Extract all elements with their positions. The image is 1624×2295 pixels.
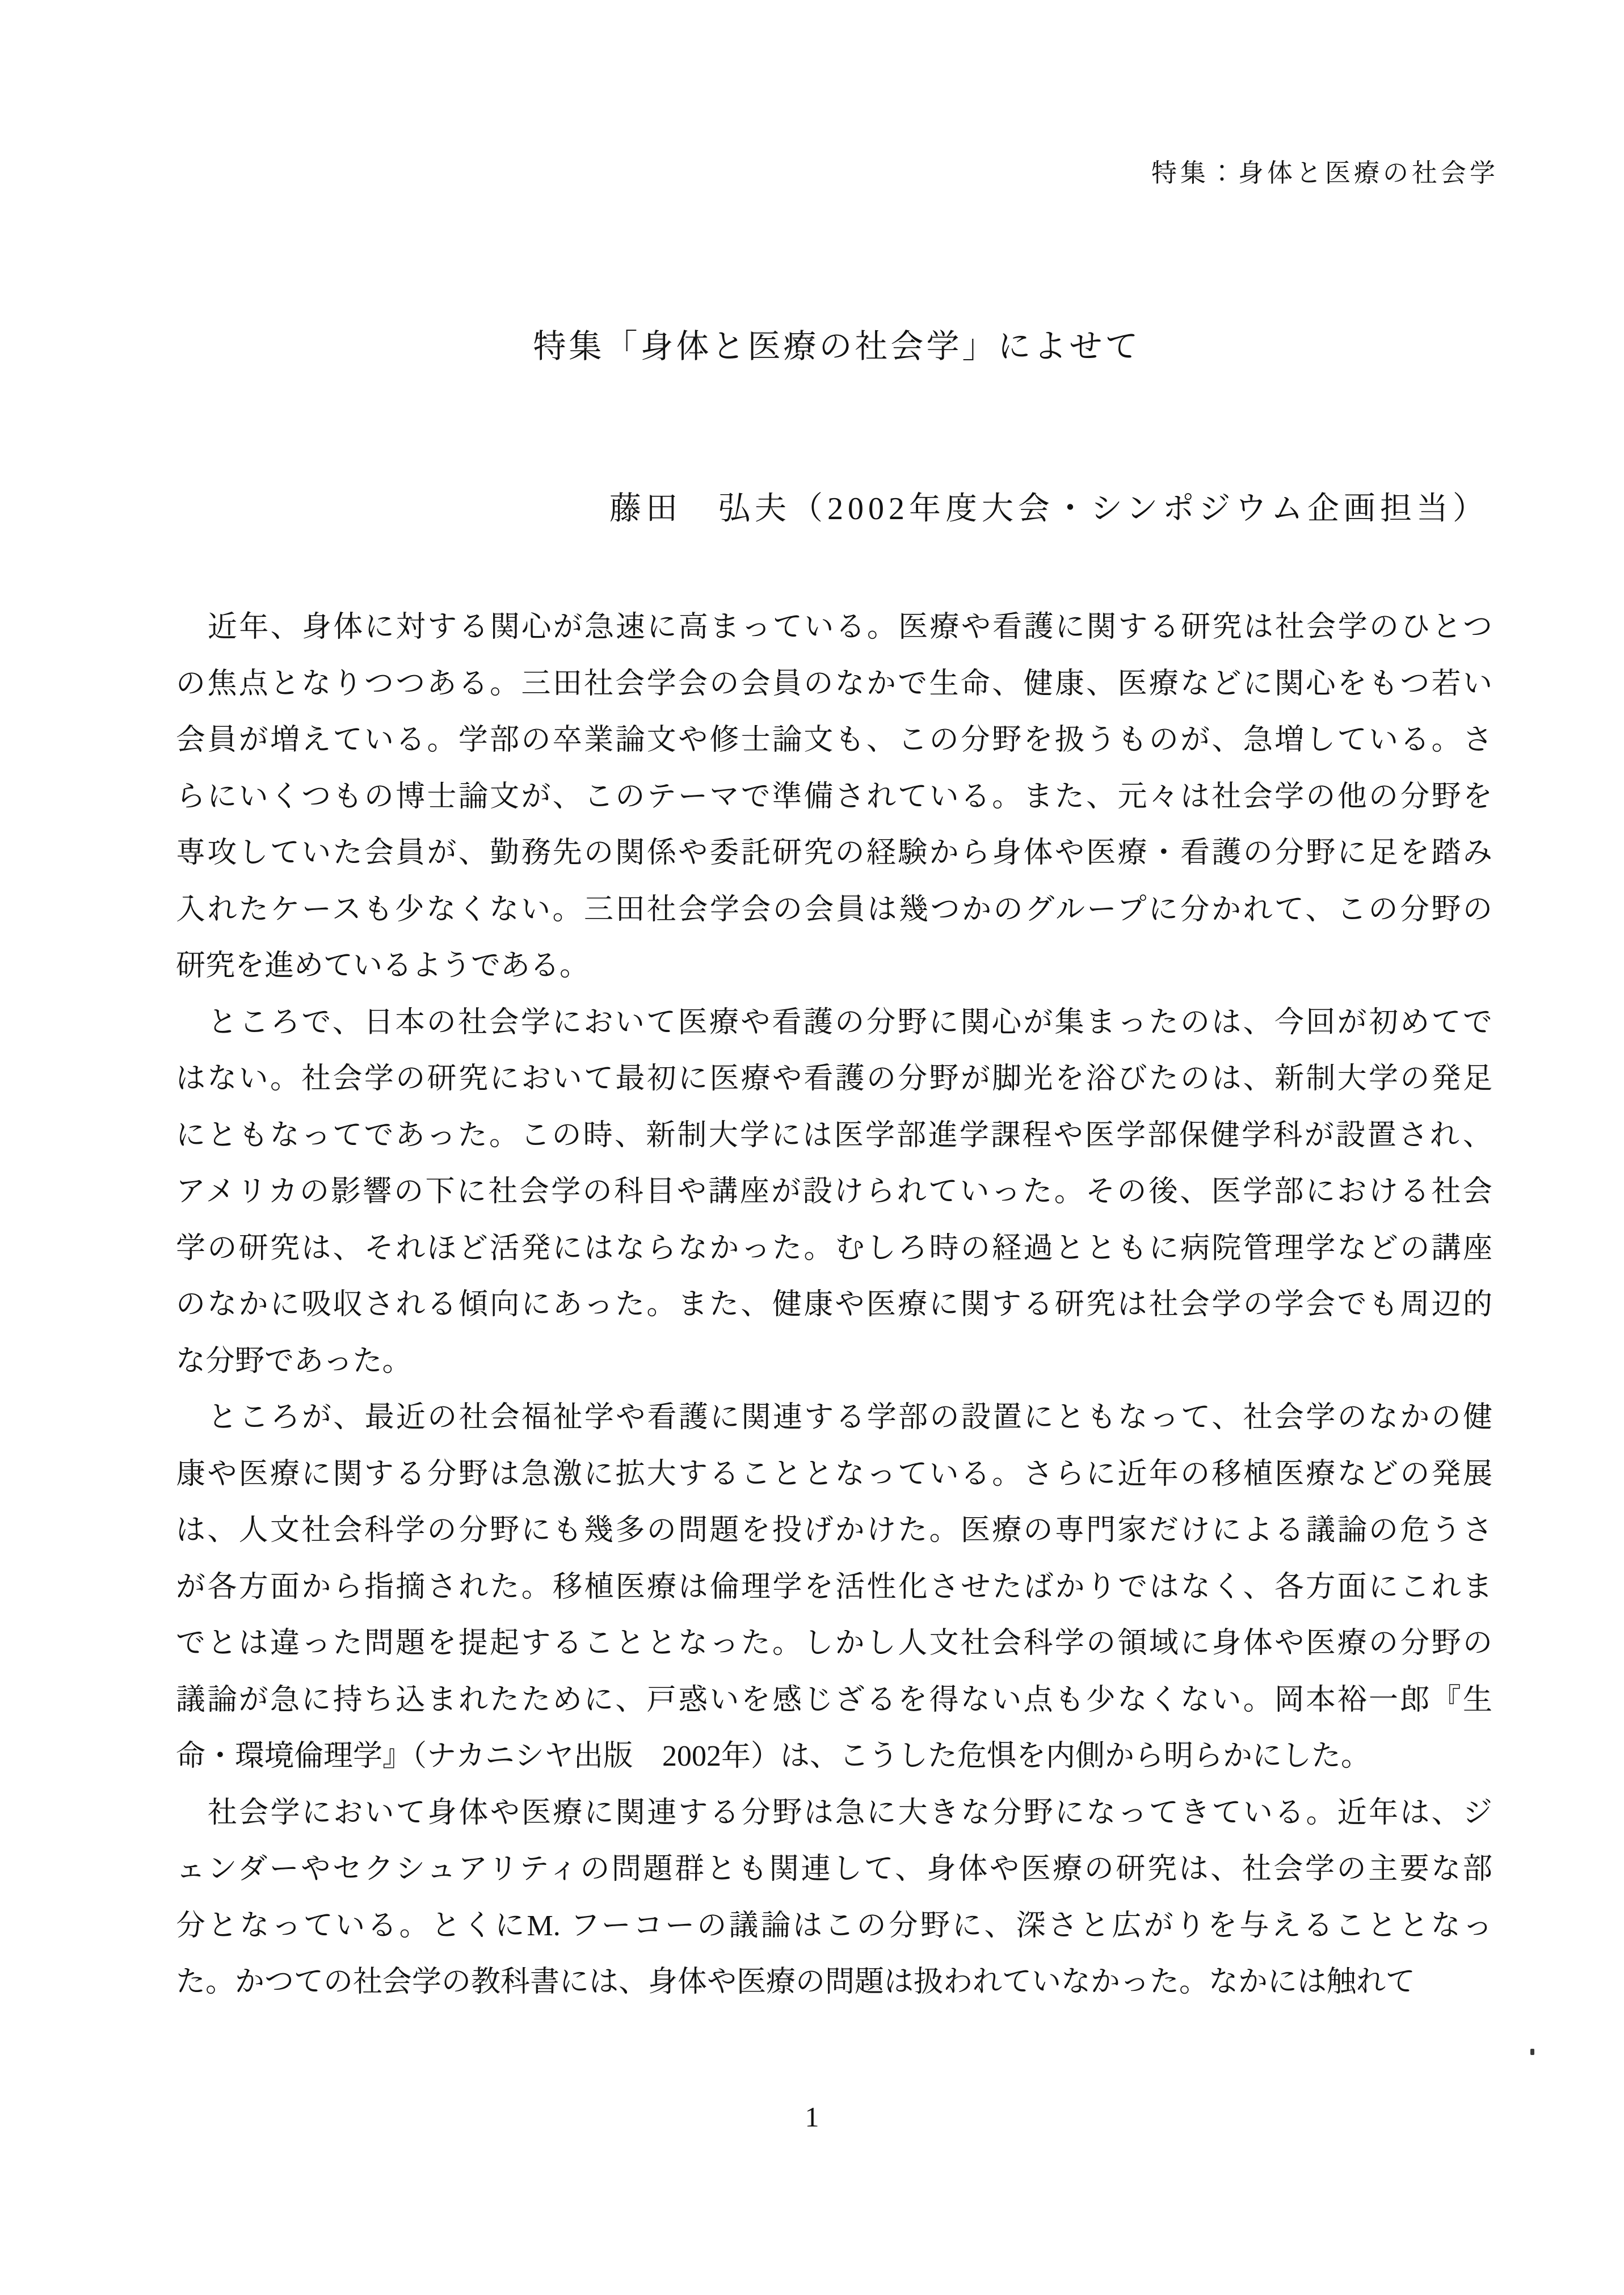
body-line: の焦点となりつつある。三田社会学会の会員のなかで生命、健康、医療などに関心をもつ若い bbox=[176, 667, 1492, 700]
body-line: 議論が急に持ち込まれたために、戸惑いを感じざるを得ない点も少なくない。岡本裕一郎『生 bbox=[176, 1683, 1492, 1716]
body-line: 康や医療に関する分野は急激に拡大することとなっている。さらに近年の移植医療などの発展 bbox=[176, 1458, 1492, 1490]
body-line: らにいくつもの博士論文が、このテーマで準備されている。また、元々は社会学の他の分野を bbox=[176, 780, 1492, 813]
body-line: 命・環境倫理学』（ナカニシヤ出版 2002年）は、こうした危惧を内側から明らかにした。 bbox=[176, 1740, 1370, 1772]
body-line: ところが、最近の社会福祉学や看護に関連する学部の設置にともなって、社会学のなかの健 bbox=[208, 1401, 1492, 1434]
body-line: のなかに吸収される傾向にあった。また、健康や医療に関する研究は社会学の学会でも周辺的 bbox=[176, 1288, 1492, 1321]
body-line: 学の研究は、それほど活発にはならなかった。むしろ時の経過とともに病院管理学などの講座 bbox=[176, 1232, 1492, 1265]
body-line: 近年、身体に対する関心が急速に高まっている。医療や看護に関する研究は社会学のひとつ bbox=[208, 611, 1492, 643]
page-number: 1 bbox=[805, 2101, 819, 2133]
body-text bbox=[176, 599, 1492, 2011]
body-line: アメリカの影響の下に社会学の科目や講座が設けられていった。その後、医学部における社会 bbox=[176, 1176, 1492, 1208]
body-line: 会員が増えている。学部の卒業論文や修士論文も、この分野を扱うものが、急増している。さ bbox=[176, 724, 1492, 756]
body-line: な分野であった。 bbox=[176, 1345, 412, 1378]
body-line: にともなってであった。この時、新制大学には医学部進学課程や医学部保健学科が設置され、 bbox=[176, 1119, 1492, 1152]
body-line: た。かつての社会学の教科書には、身体や医療の問題は扱われていなかった。なかには触れて bbox=[176, 1966, 1416, 1998]
body-line: でとは違った問題を提起することとなった。しかし人文社会科学の領域に身体や医療の分野の bbox=[176, 1627, 1492, 1660]
body-line: は、人文社会科学の分野にも幾多の問題を投げかけた。医療の専門家だけによる議論の危うさ bbox=[176, 1514, 1492, 1547]
scan-artifact-speck bbox=[1530, 2049, 1534, 2055]
body-line: が各方面から指摘された。移植医療は倫理学を活性化させたばかりではなく、各方面にこれま bbox=[176, 1570, 1492, 1603]
body-line: ところで、日本の社会学において医療や看護の分野に関心が集まったのは、今回が初めてで bbox=[208, 1006, 1492, 1039]
author-byline: 藤田 弘夫（2002年度大会・シンポジウム企画担当） bbox=[609, 491, 1489, 527]
page-title: 特集「身体と医療の社会学」によせて bbox=[533, 328, 1141, 365]
body-line: 入れたケースも少なくない。三田社会学会の会員は幾つかのグループに分かれて、この分野の bbox=[176, 893, 1492, 926]
body-line: 研究を進めているようである。 bbox=[176, 950, 590, 982]
body-line: ェンダーやセクシュアリティの問題群とも関連して、身体や医療の研究は、社会学の主要な部 bbox=[176, 1853, 1492, 1885]
body-line: 分となっている。とくにM. フーコーの議論はこの分野に、深さと広がりを与えることとなっ bbox=[176, 1909, 1492, 1942]
running-header: 特集：身体と医療の社会学 bbox=[1151, 159, 1499, 187]
body-line: はない。社会学の研究において最初に医療や看護の分野が脚光を浴びたのは、新制大学の発足 bbox=[176, 1063, 1492, 1095]
body-line: 社会学において身体や医療に関連する分野は急に大きな分野になってきている。近年は、ジ bbox=[208, 1796, 1492, 1829]
body-line: 専攻していた会員が、勤務先の関係や委託研究の経験から身体や医療・看護の分野に足を踏み bbox=[176, 837, 1492, 869]
